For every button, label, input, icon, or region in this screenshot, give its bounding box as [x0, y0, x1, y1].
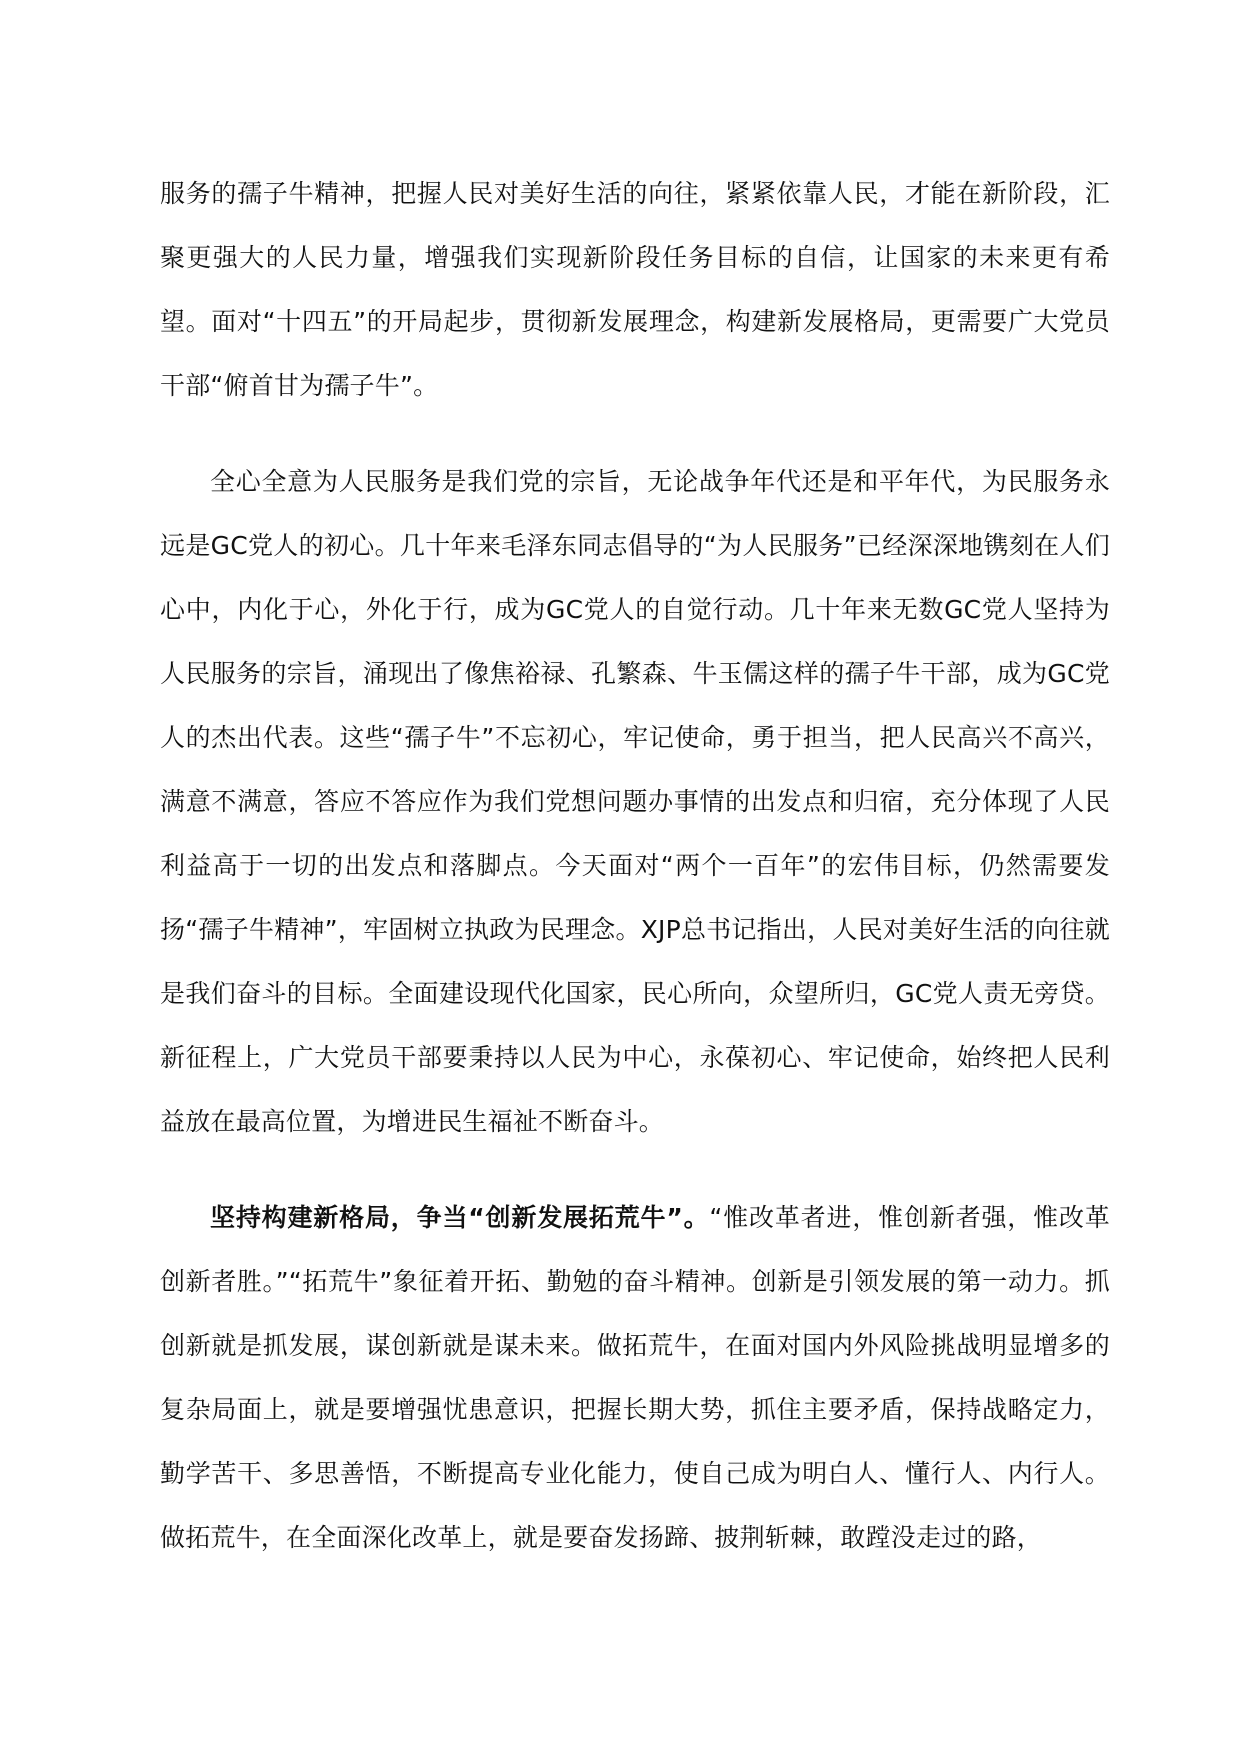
- paragraph-3: [160, 1186, 1110, 1570]
- paragraph-3-text: “惟改革者进，惟创新者强，惟改革创新者胜。”“拓荒牛”象征着开拓、勤勉的奋斗精神。创新是引领发展的第一动力。抓创新就是抓发展，谋创新就是谋未来。做拓荒牛，在面对国内外风险挑战明显增多的复杂局面上，就是要增强忧患意识，把握长期大势，抓住主要矛盾，保持战略定力，勤学苦干、多思善悟，不断提高专业化能力，使自己成为明白人、懂行人、内行人。做拓荒牛，在全面深化改革上，就是要奋发扬蹄、披荆斩棘，敢蹚没走过的路，: [160, 1203, 1110, 1552]
- document-body: [160, 162, 1110, 1602]
- paragraph-3-lead-heading: 坚持构建新格局，争当“创新发展拓荒牛”。: [210, 1203, 710, 1232]
- paragraph-1-text: 服务的孺子牛精神，把握人民对美好生活的向往，紧紧依靠人民，才能在新阶段，汇聚更强大的人民力量，增强我们实现新阶段任务目标的自信，让国家的未来更有希望。面对“十四五”的开局起步，贯彻新发展理念，构建新发展格局，更需要广大党员干部“俯首甘为孺子牛”。: [160, 179, 1110, 400]
- paragraph-2-text: 全心全意为人民服务是我们党的宗旨，无论战争年代还是和平年代，为民服务永远是GC党人的初心。几十年来毛泽东同志倡导的“为人民服务”已经深深地镌刻在人们心中，内化于心，外化于行，成为GC党人的自觉行动。几十年来无数GC党人坚持为人民服务的宗旨，涌现出了像焦裕禄、孔繁森、牛玉儒这样的孺子牛干部，成为GC党人的杰出代表。这些“孺子牛”不忘初心，牢记使命，勇于担当，把人民高兴不高兴，满意不满意，答应不答应作为我们党想问题办事情的出发点和归宿，充分体现了人民利益高于一切的出发点和落脚点。今天面对“两个一百年”的宏伟目标，仍然需要发扬“孺子牛精神”，牢固树立执政为民理念。XJP总书记指出，人民对美好生活的向往就是我们奋斗的目标。全面建设现代化国家，民心所向，众望所归，GC党人责无旁贷。新征程上，广大党员干部要秉持以人民为中心，永葆初心、牢记使命，始终把人民利益放在最高位置，为增进民生福祉不断奋斗。: [160, 467, 1110, 1136]
- paragraph-1: [160, 162, 1110, 418]
- paragraph-2: [160, 450, 1110, 1154]
